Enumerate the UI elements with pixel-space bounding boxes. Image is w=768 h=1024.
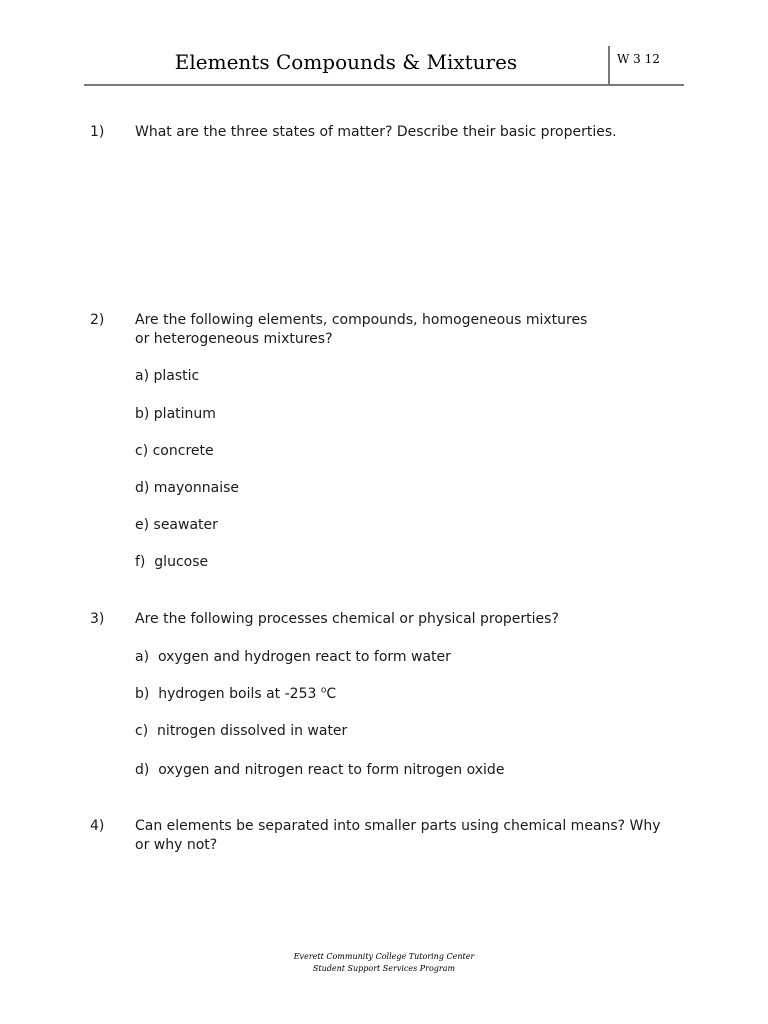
question-2-item-f: f) glucose (135, 554, 209, 570)
question-2-number: 2) (90, 312, 105, 328)
footer-line-2: Student Support Services Program (312, 964, 456, 973)
question-1-text: What are the three states of matter? Describe their basic properties. (135, 124, 617, 140)
header-divider (608, 46, 610, 84)
question-3-item-d: d) oxygen and nitrogen react to form nitrogen oxide (135, 762, 505, 778)
page-title: Elements Compounds & Mixtures (174, 50, 518, 74)
question-2-item-b: b) platinum (135, 406, 216, 422)
question-3-item-c: c) nitrogen dissolved in water (135, 723, 348, 739)
question-2-text: Are the following elements, compounds, homogeneous mixtures or heterogeneous mixtures? (135, 312, 588, 347)
header-rule (84, 84, 684, 86)
question-3-text: Are the following processes chemical or physical properties? (135, 611, 559, 627)
question-1-number: 1) (90, 124, 105, 140)
question-4-text: Can elements be separated into smaller parts using chemical means? Why or why not? (135, 818, 661, 853)
question-3-item-a: a) oxygen and hydrogen react to form water (135, 649, 451, 665)
degree-superscript: o (320, 685, 327, 696)
question-2-item-c: c) concrete (135, 443, 214, 459)
question-3-number: 3) (90, 611, 105, 627)
question-3-item-b-text: b) hydrogen boils at -253 (135, 686, 321, 702)
question-4-number: 4) (90, 818, 105, 834)
question-2-item-e: e) seawater (135, 517, 218, 533)
temperature-unit: C (326, 686, 337, 702)
footer-line-1: Everett Community College Tutoring Center (293, 952, 475, 961)
question-3-item-b (135, 685, 336, 704)
question-2-item-a: a) plastic (135, 368, 200, 384)
document-code: W 3 12 (617, 52, 660, 66)
question-2-item-d: d) mayonnaise (135, 480, 239, 496)
